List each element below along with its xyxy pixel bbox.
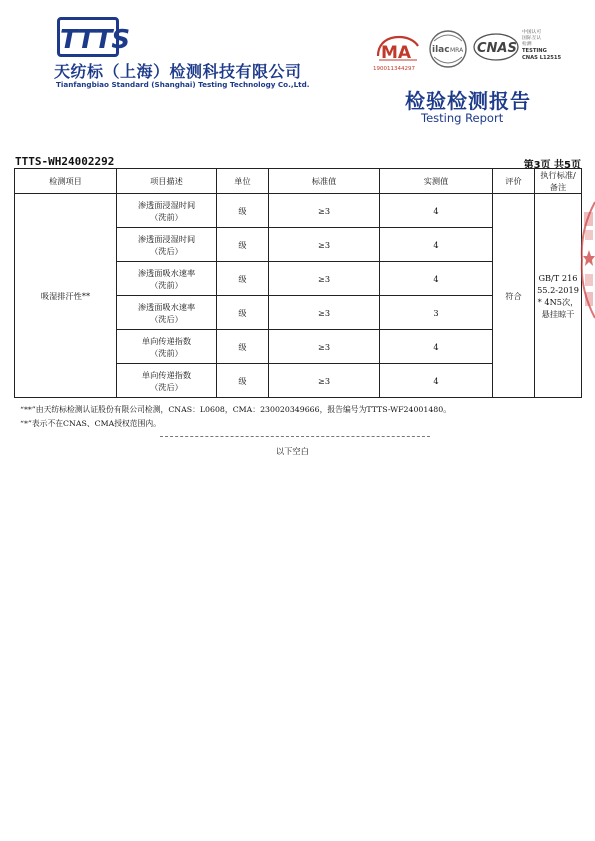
company-name-cn: 天纺标（上海）检测科技有限公司 (54, 62, 302, 81)
description-cell: 渗透面浸湿时间 （洗前） (117, 194, 217, 228)
unit-cell: 级 (217, 364, 269, 398)
standard-value-cell: ≥3 (269, 330, 380, 364)
svg-text:MA: MA (381, 43, 412, 63)
header-unit: 单位 (217, 169, 269, 194)
company-name-en: Tianfangbiao Standard (Shanghai) Testing Technology Co.,Ltd. (56, 80, 310, 89)
standard-value-cell: ≥3 (269, 364, 380, 398)
unit-cell: 级 (217, 296, 269, 330)
cma-mark-icon (375, 34, 421, 64)
header-evaluation: 评价 (493, 169, 535, 194)
standard-value-cell: ≥3 (269, 194, 380, 228)
blank-below-text: 以下空白 (276, 446, 309, 456)
report-title-cn: 检验检测报告 (405, 89, 531, 113)
measured-value-cell: 4 (380, 330, 493, 364)
report-title-en: Testing Report (421, 111, 504, 125)
evaluation-cell: 符合 (493, 194, 535, 398)
header-description: 项目描述 (117, 169, 217, 194)
description-cell: 渗透面浸湿时间 （洗后） (117, 228, 217, 262)
header-measured-value: 实测值 (380, 169, 493, 194)
standard-value-cell: ≥3 (269, 262, 380, 296)
svg-text:ilac: ilac (432, 45, 450, 55)
standard-value-cell: ≥3 (269, 296, 380, 330)
header-standard-remark: 执行标准/备注 (535, 169, 582, 194)
svg-text:CNAS: CNAS (477, 41, 517, 56)
header-test-item: 检测项目 (15, 169, 117, 194)
official-seal-stamp-icon (578, 200, 595, 320)
footnote-scope: “*”表示不在CNAS、CMA授权范围内。 (20, 419, 161, 428)
divider-line (160, 436, 430, 437)
test-item-cell: 吸湿排汗性** (15, 194, 117, 398)
svg-text:MRA: MRA (450, 47, 464, 54)
unit-cell: 级 (217, 228, 269, 262)
unit-cell: 级 (217, 330, 269, 364)
report-number: TTTS-WH24002292 (15, 155, 115, 168)
test-results-table (14, 168, 582, 398)
footnote-subcontract: “**”由天纺标检测认证股份有限公司检测，CNAS：L0608，CMA：230020349666，报告编号为TTTS-WF24001480。 (20, 405, 452, 414)
standard-remark-cell: GB/T 21655.2-2019* 4N5次，悬挂晾干 (535, 194, 582, 398)
unit-cell: 级 (217, 194, 269, 228)
unit-cell: 级 (217, 262, 269, 296)
standard-value-cell: ≥3 (269, 228, 380, 262)
description-cell: 渗透面吸水速率 （洗前） (117, 262, 217, 296)
header-standard-value: 标准值 (269, 169, 380, 194)
description-cell: 单向传递指数 （洗后） (117, 364, 217, 398)
measured-value-cell: 4 (380, 364, 493, 398)
table-header-row (15, 169, 582, 194)
ilac-mra-icon (428, 27, 468, 71)
measured-value-cell: 4 (380, 228, 493, 262)
cma-number: 190011344297 (373, 66, 415, 72)
cnas-accreditation-text: 中国认可 国际互认 检测 TESTING CNAS L12515 (522, 30, 562, 61)
measured-value-cell: 4 (380, 262, 493, 296)
description-cell: 单向传递指数 （洗前） (117, 330, 217, 364)
cnas-mark-icon (472, 32, 520, 62)
measured-value-cell: 3 (380, 296, 493, 330)
company-logo: TTTS (57, 17, 119, 57)
page-indicator: 第3页 共5页 (523, 160, 581, 171)
description-cell: 渗透面吸水速率 （洗后） (117, 296, 217, 330)
table-row (15, 194, 582, 228)
measured-value-cell: 4 (380, 194, 493, 228)
